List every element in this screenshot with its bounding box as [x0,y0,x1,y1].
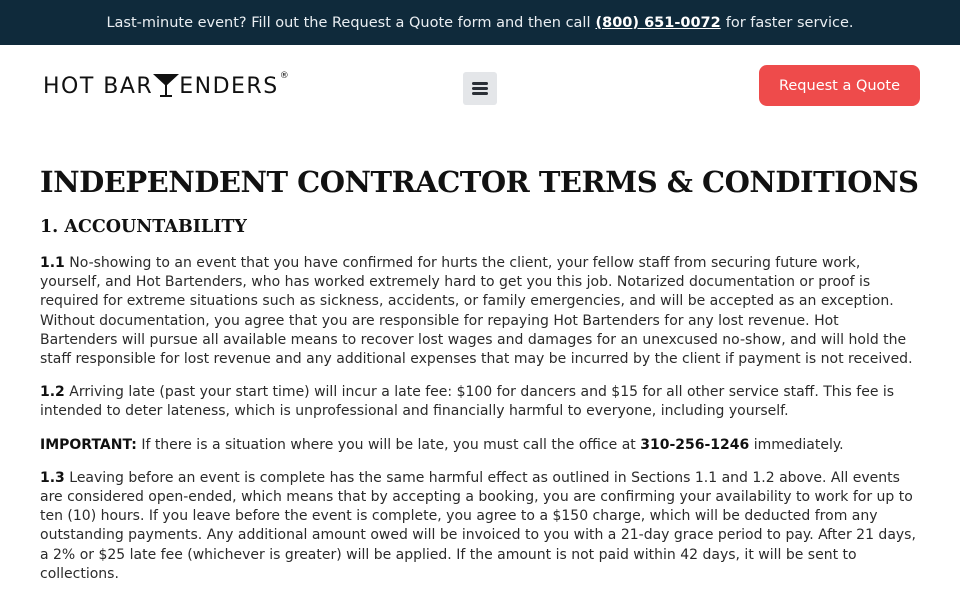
site-header [0,45,960,130]
logo-text-left: HOT BAR [43,74,154,99]
announcement-text-after: for faster service. [725,14,854,31]
request-quote-button[interactable]: Request a Quote [759,65,920,106]
paragraph-important [40,436,920,455]
page-title: INDEPENDENT CONTRACTOR TERMS & CONDITIONS [40,165,919,199]
paragraph-1-3 [40,469,920,584]
main-content [40,160,920,584]
announcement-bar [0,0,960,45]
announcement-phone-link[interactable]: (800) 651-0072 [595,14,721,31]
paragraph-text: Leaving before an event is complete has the same harmful effect as outlined in Sections 1.1 and 1.2 above. All events are considered open-ended, which means that by accepting a booking, you are confirming your availability to work for up to ten (10) hours. If you leave before the event is complete, you agree to a $150 charge, which will be deducted from any outstanding payments. Any additional amount owed will be invoiced to you with a 21-day grace period to pay. After 21 days, a 2% or $25 late fee (whichever is greater) will be applied. If the amount is not paid within 42 days, it will be sent to collections. [40,469,916,582]
menu-toggle-button[interactable] [463,72,497,105]
paragraph-text: If there is a situation where you will be late, you must call the office at [141,436,636,453]
site-logo[interactable] [43,69,290,99]
paragraph-label: 1.1 [40,255,65,271]
hamburger-menu-icon [472,82,488,95]
paragraph-label: 1.2 [40,384,65,401]
section-heading: 1. ACCOUNTABILITY [40,217,247,237]
paragraph-text: No-showing to an event that you have confirmed for hurts the client, your fellow staff from securing future work, yourself, and Hot Bartenders, who has worked extremely hard to get you this job. Notarized documentation or proof is required for extreme situations such as sickness, accidents, or family emergencies, and will be accepted as an exception. Without documentation, you agree that you are responsible for repaying Hot Bartenders for any lost revenue. Hot Bartenders will pursue all available means to recover lost wages and damages for an unexcused no-show, and will hold the staff responsible for lost revenue and any additional expenses that may be incurred by the client if payment is not received. [40,255,913,368]
martini-glass-icon [151,71,181,99]
paragraph-text: Arriving late (past your start time) will incur a late fee: $100 for dancers and $15 for all other service staff. This fee is intended to deter lateness, which is unprofessional and financially harmful to everyone, including yourself. [40,384,895,420]
logo-registered-mark: ® [279,71,291,81]
office-phone: 310-256-1246 [640,436,750,453]
paragraph-1-1 [40,254,920,369]
logo-text-right: ENDERS [179,74,279,99]
paragraph-1-2 [40,383,920,421]
paragraph-text-after: immediately. [753,436,844,453]
announcement-text: Last-minute event? Fill out the Request a Quote form and then call [106,14,591,31]
paragraph-label: 1.3 [40,469,65,486]
paragraph-label: IMPORTANT: [40,436,137,453]
